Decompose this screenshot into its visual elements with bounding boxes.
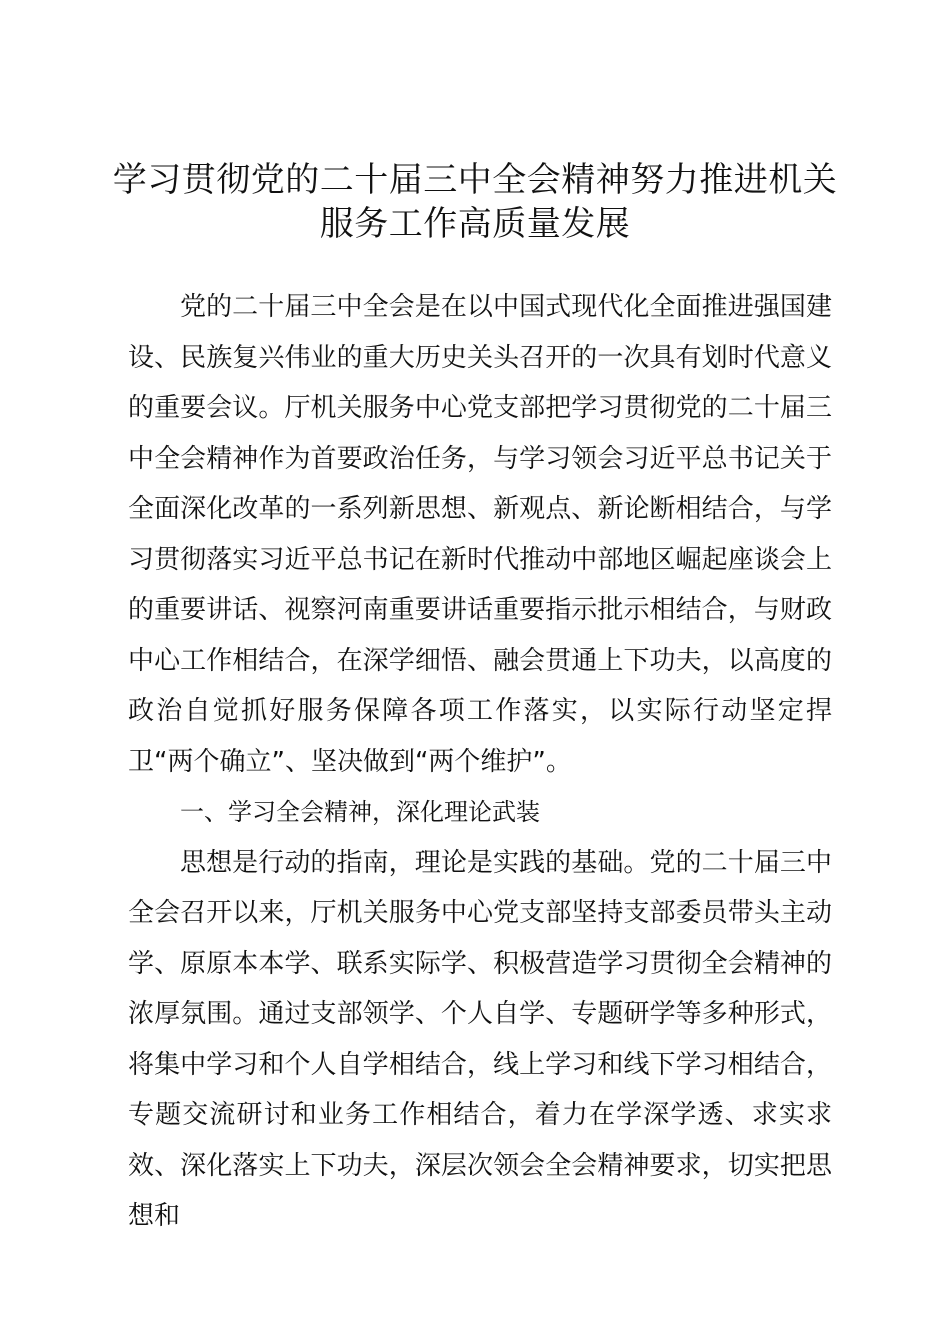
- document-body: [128, 282, 832, 1242]
- section-heading-1: 一、学习全会精神，深化理论武装: [180, 798, 540, 826]
- paragraph-section-1: 思想是行动的指南，理论是实践的基础。党的二十届三中全会召开以来，厅机关服务中心党支部坚持支部委员带头主动学、原原本本学、联系实际学、积极营造学习贯彻全会精神的浓厚氛围。通过支部领学、个人自学、专题研学等多种形式，将集中学习和个人自学相结合，线上学习和线下学习相结合，专题交流研讨和业务工作相结合，着力在学深学透、求实求效、深化落实上下功夫，深层次领会全会精神要求，切实把思想和: [128, 847, 832, 1231]
- document-title: 学习贯彻党的二十届三中全会精神努力推进机关服务工作高质量发展: [112, 160, 838, 244]
- paragraph-intro: 党的二十届三中全会是在以中国式现代化全面推进强国建设、民族复兴伟业的重大历史关头召开的一次具有划时代意义的重要会议。厅机关服务中心党支部把学习贯彻党的二十届三中全会精神作为首要政治任务，与学习领会习近平总书记关于全面深化改革的一系列新思想、新观点、新论断相结合，与学习贯彻落实习近平总书记在新时代推动中部地区崛起座谈会上的重要讲话、视察河南重要讲话重要指示批示相结合，与财政中心工作相结合，在深学细悟、融会贯通上下功夫，以高度的政治自觉抓好服务保障各项工作落实，以实际行动坚定捍卫“两个确立”、坚决做到“两个维护”。: [128, 292, 832, 777]
